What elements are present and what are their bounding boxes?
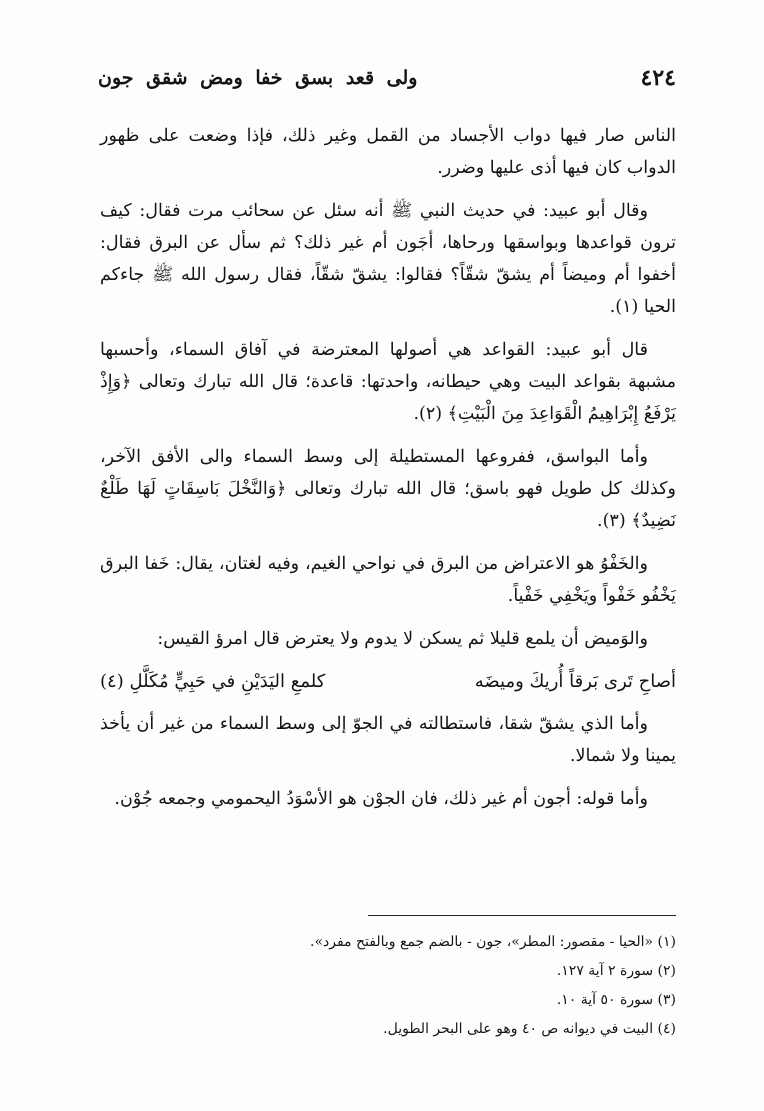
paragraph: وأما البواسق، ففروعها المستطيلة إلى وسط السماء والى الأفق الآخر، وكذلك كل طويل فهو باسق؛ قال الله تبارك وتعالى ﴿وَالنَّخْلَ بَاسِقَاتٍ لَهَا طَلْعٌ نَضِيدٌ﴾ (٣). (100, 447, 676, 531)
page-header (98, 58, 676, 98)
running-title: ولى قعد بسق خفا ومض شقق جون (98, 67, 418, 89)
paragraph: وأما الذي يشقّ شقا، فاستطالته في الجوّ إلى وسط السماء من غير أن يأخذ يمينا ولا شمالا. (100, 714, 676, 766)
footnote-divider (368, 915, 676, 916)
body-text (100, 120, 676, 826)
footnote: (٤) البيت في ديوانه ص ٤٠ وهو على البحر الطويل. (383, 1021, 676, 1037)
paragraph: الناس صار فيها دواب الأجساد من القمل وغير ذلك، فإذا وضعت على ظهور الدواب كان فيها أذى عليها وضرر. (100, 126, 676, 178)
footnote: (١) «الحيا - مقصور: المطر»، جون - بالضم جمع وبالفتح مفرد». (310, 934, 676, 950)
poetry-verse (100, 666, 676, 698)
page-number: ٤٢٤ (640, 65, 676, 91)
verse-hemistich-first: أصاحِ تَرى بَرقاً أُريكَ وميضَه (474, 671, 676, 692)
footnote: (٣) سورة ٥٠ آية ١٠. (556, 992, 676, 1008)
footnotes (100, 928, 676, 1044)
footnote: (٢) سورة ٢ آية ١٢٧. (556, 963, 676, 979)
verse-hemistich-second: كلمعِ اليَدَيْنِ في حَبِيٍّ مُكَلَّلِ (٤) (100, 671, 326, 692)
paragraph: وأما قوله: أجون أم غير ذلك، فان الجوْن هو الأسْوَدُ اليحمومي وجمعه جُوْن. (114, 789, 648, 809)
paragraph: والوَميض أن يلمع قليلا ثم يسكن لا يدوم ولا يعترض قال امرؤ القيس: (157, 629, 648, 649)
paragraph: وقال أبو عبيد: في حديث النبي ﷺ أنه سئل عن سحائب مرت فقال: كيف ترون قواعدها وبواسقها ورحاها، أجَون أم غير ذلك؟ ثم سأل عن البرق فقال: أخفوا أم وميضاً أم يشقّ شقّاً؟ فقالوا: يشقّ شقّاً، فقال رسول الله ﷺ جاءكم الحيا (١). (100, 201, 676, 317)
paragraph: والخَفْوُ هو الاعتراض من البرق في نواحي الغيم، وفيه لغتان، يقال: خَفا البرق يَخْفُو خَفْواً ويَخْفِي خَفْياً. (100, 554, 676, 606)
paragraph: قال أبو عبيد: القواعد هي أصولها المعترضة في آفاق السماء، وأحسبها مشبهة بقواعد البيت وهي حيطانه، واحدتها: قاعدة؛ قال الله تبارك وتعالى ﴿وَإِذْ يَرْفَعُ إِبْرَاهِيمُ الْقَوَاعِدَ مِنَ الْبَيْتِ﴾ (٢). (100, 340, 676, 424)
